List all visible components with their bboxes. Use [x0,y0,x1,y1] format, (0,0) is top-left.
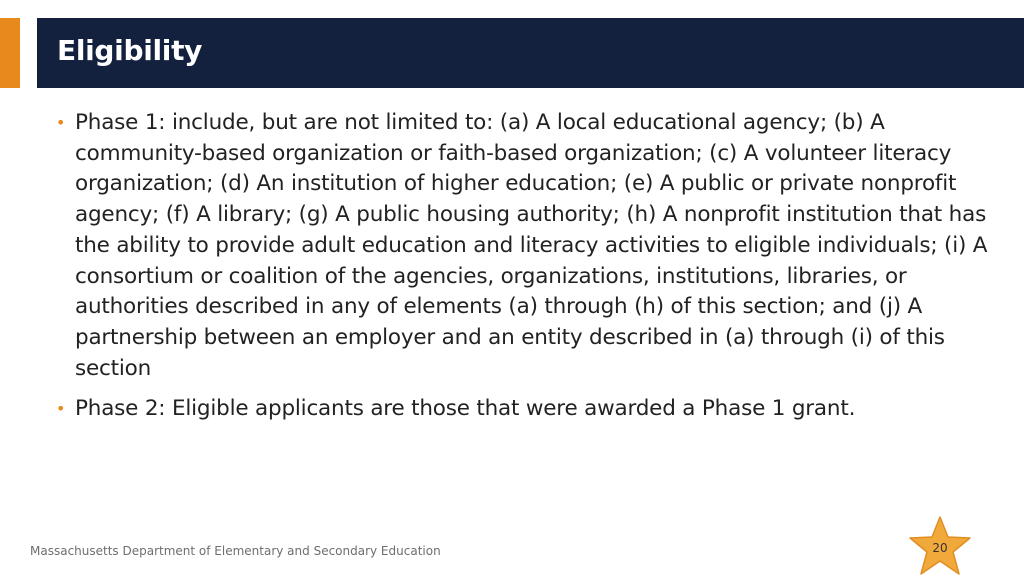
title-band [37,18,1024,88]
bullet-text: Phase 1: include, but are not limited to: (a) A local educational agency; (b) A community-based organization or faith-based organization; (c) A volunteer literacy organization; (d) An institution of higher education; (e) A public or private nonprofit agency; (f) A library; (g) A public housing authority; (h) A nonprofit institution that has the ability to provide adult education and literacy activities to eligible individuals; (i) A consortium or coalition of the agencies, organizations, institutions, libraries, or authorities described in any of elements (a) through (h) of this section; and (j) A partnership between an employer and an entity described in (a) through (i) of this section [75,110,988,381]
bullet-dot-icon: • [56,399,66,419]
bullet-item [56,394,1006,425]
page-number: 20 [932,541,948,555]
bullet-list [56,108,1006,435]
title-accent-bar [0,18,20,88]
bullet-item [56,108,1006,384]
slide-title: Eligibility [57,34,203,67]
bullet-dot-icon: • [56,113,66,132]
bullet-text: Phase 2: Eligible applicants are those that were awarded a Phase 1 grant. [75,396,856,422]
footer-organization: Massachusetts Department of Elementary and Secondary Education [30,544,441,558]
